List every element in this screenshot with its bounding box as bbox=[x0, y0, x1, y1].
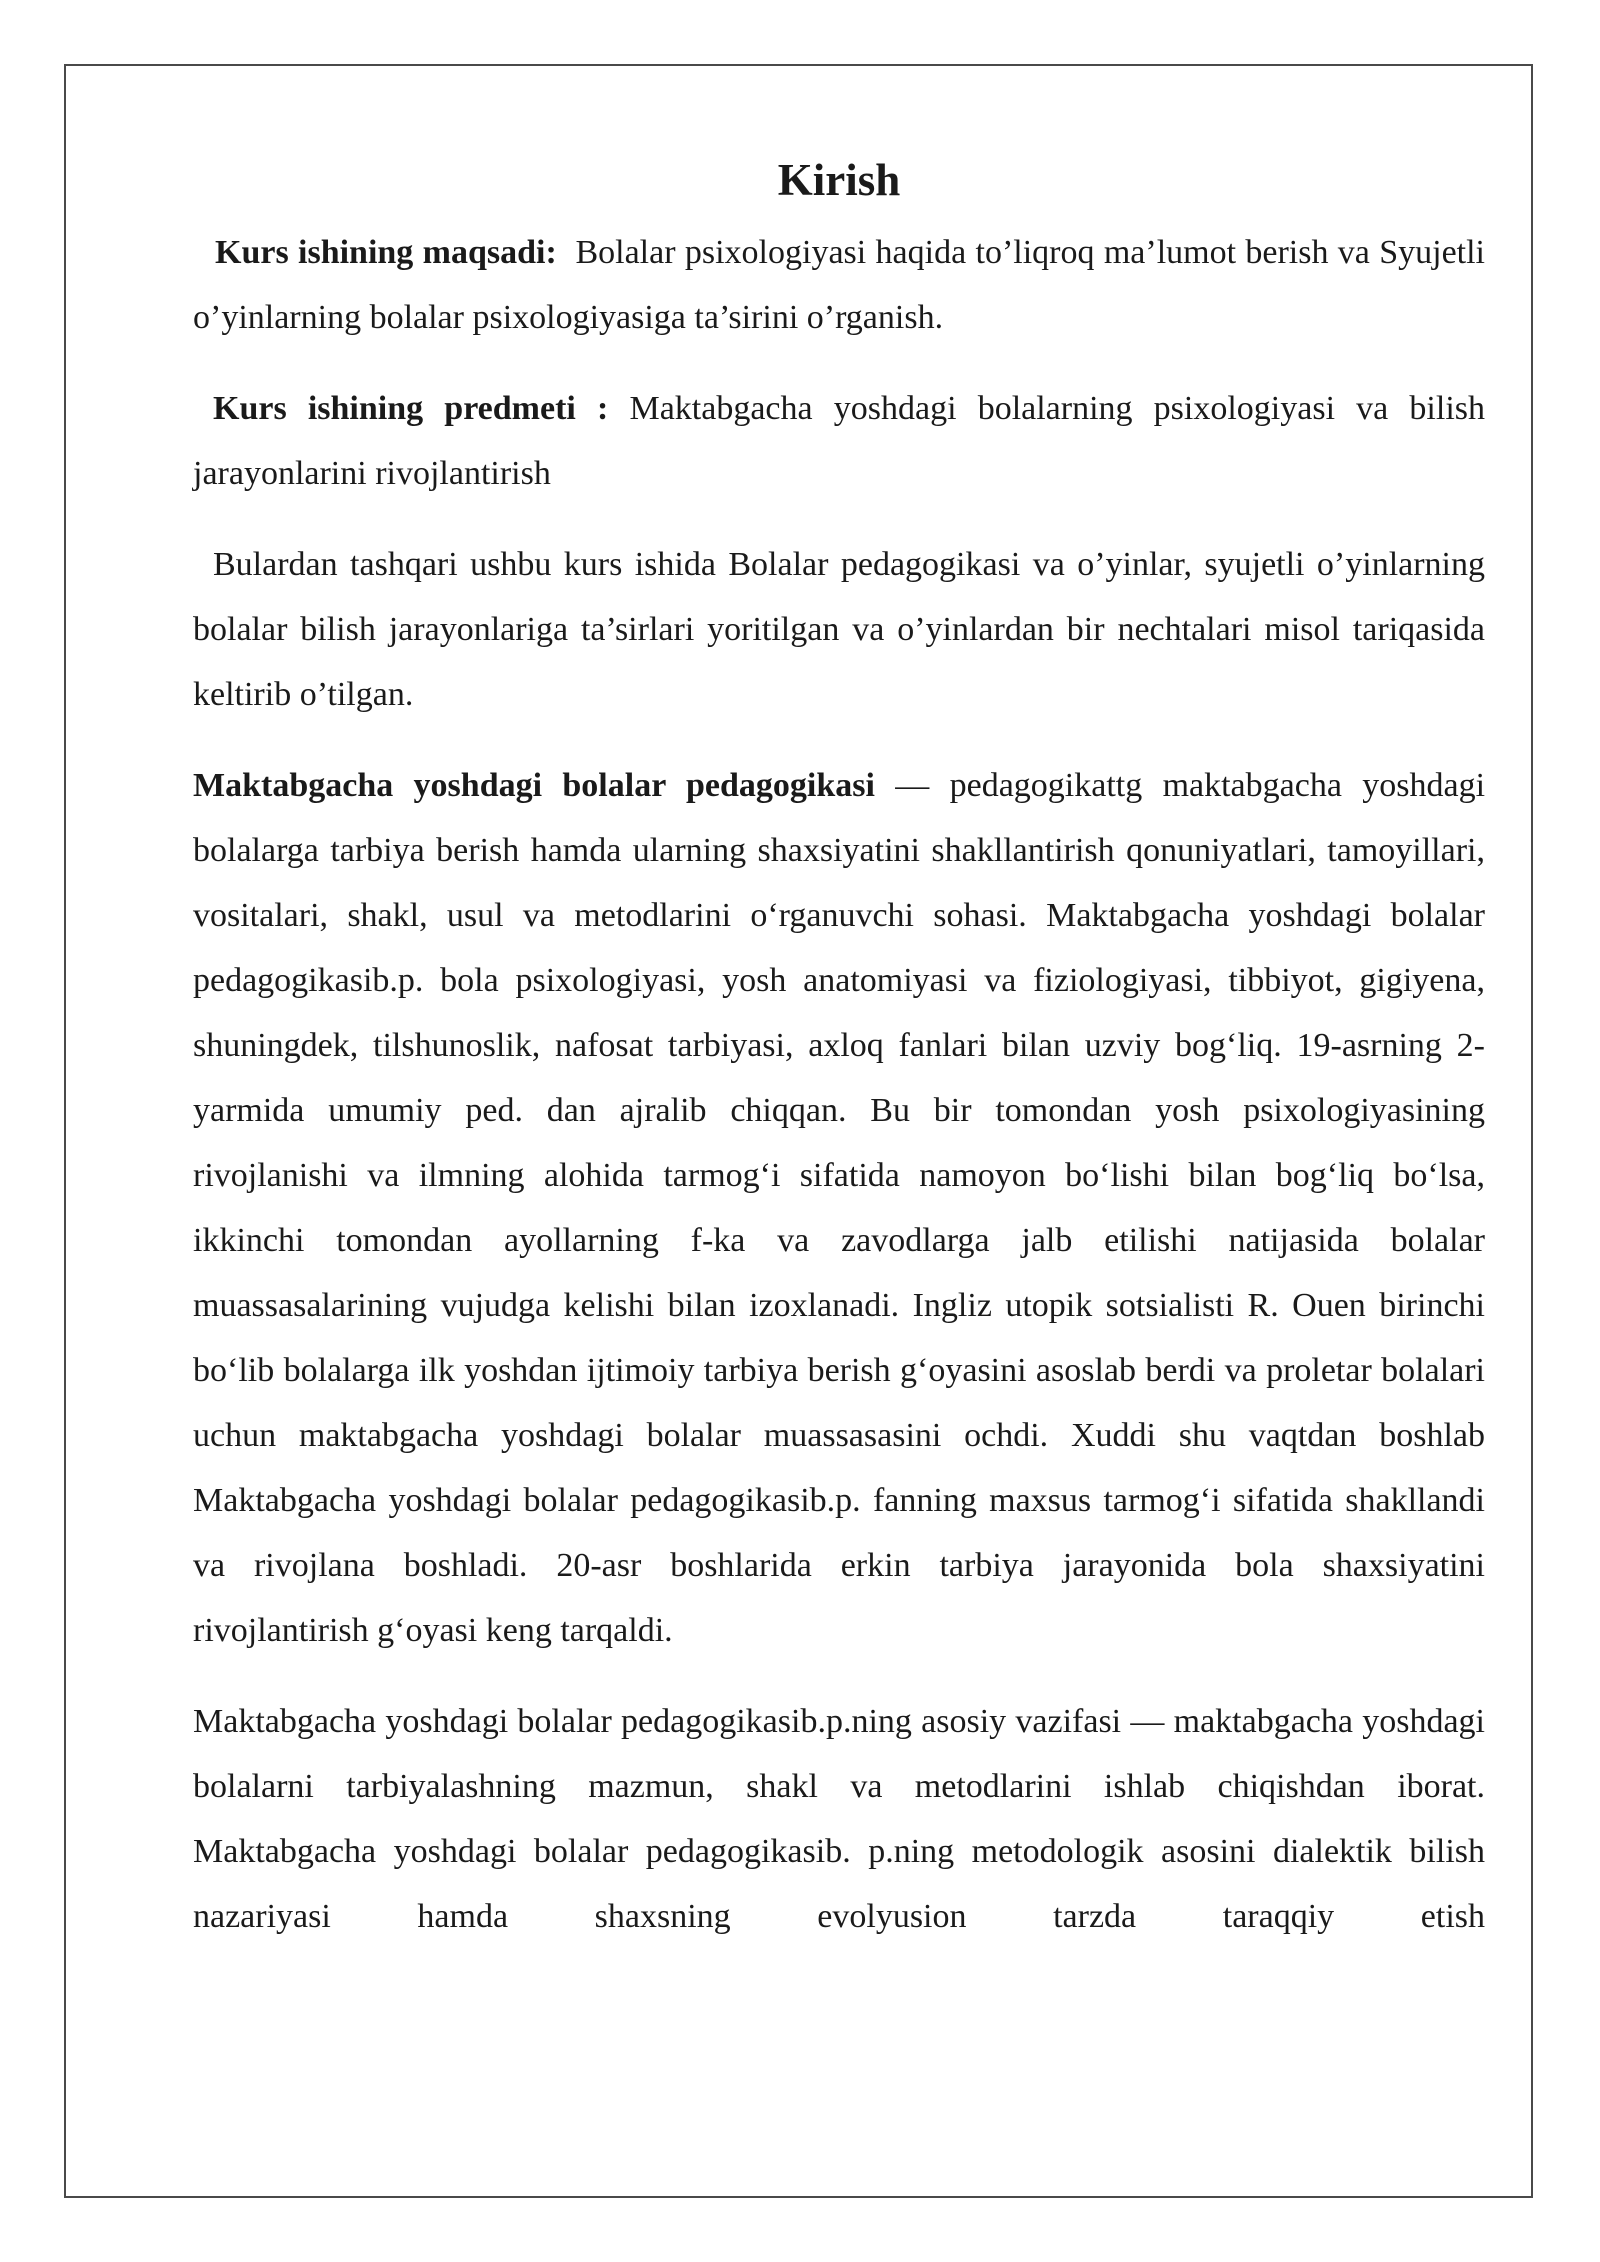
document-title: Kirish bbox=[777, 155, 901, 205]
goal-text: Bolalar psixologiyasi haqida to’liqroq ma’lumot berish va Syujetli o’yinlarning bolalar psixologiyasiga ta’sirini o’rganish. bbox=[193, 234, 1485, 336]
paragraph-overview bbox=[193, 532, 1485, 727]
paragraph-preschool-pedagogy bbox=[193, 753, 1485, 1663]
paragraph-goal bbox=[193, 220, 1485, 350]
preschool-pedagogy-text: — pedagogikattg maktabgacha yoshdagi bolalarga tarbiya berish hamda ularning shaxsiyatini shakllantirish qonuniyatlari, tamoyillari, vositalari, shakl, usul va metodlarini oʻrganuvchi sohasi. Maktabgacha yoshdagi bolalar pedagogikasib.p. bola psixologiyasi, yosh anatomiyasi va fiziologiyasi, tibbiyot, gigiyena, shuningdek, tilshunoslik, nafosat tarbiyasi, axloq fanlari bilan uzviy bogʻliq. 19-asrning 2-yarmida umumiy ped. dan ajralib chiqqan. Bu bir tomondan yosh psixologiyasining rivojlanishi va ilmning alohida tarmogʻi sifatida namoyon boʻlishi bilan bogʻliq boʻlsa, ikkinchi tomondan ayollarning f-ka va zavodlarga jalb etilishi natijasida bolalar muassasalarining vujudga kelishi bilan izoxlanadi. Ingliz utopik sotsialisti R. Ouen birinchi boʻlib bolalarga ilk yoshdan ijtimoiy tarbiya berish gʻoyasini asoslab berdi va proletar bolalari uchun maktabgacha yoshdagi bolalar muassasasini ochdi. Xuddi shu vaqtdan boshlab Maktabgacha yoshdagi bolalar pedagogikasib.p. fanning maxsus tarmogʻi sifatida shakllandi va rivojlana boshladi. 20-asr boshlarida erkin tarbiya jarayonida bola shaxsiyatini rivojlantirish gʻoyasi keng tarqaldi. bbox=[193, 767, 1486, 1649]
subject-label: Kurs ishining predmeti : bbox=[213, 390, 609, 427]
paragraph-main-task bbox=[193, 1689, 1485, 1949]
paragraph-subject bbox=[193, 376, 1485, 506]
main-task-text: Maktabgacha yoshdagi bolalar pedagogikasib.p.ning asosiy vazifasi — maktabgacha yoshdagi bolalarni tarbiyalashning mazmun, shakl va metodlarini ishlab chiqishdan iborat. Maktabgacha yoshdagi bolalar pedagogikasib. p.ning metodologik asosini dialektik bilish nazariyasi hamda shaxsning evolyusion tarzda taraqqiy etish bbox=[193, 1703, 1485, 1935]
document-body bbox=[193, 150, 1485, 1949]
subject-text: Maktabgacha yoshdagi bolalarning psixologiyasi va bilish jarayonlarini rivojlantirish bbox=[193, 390, 1485, 492]
preschool-pedagogy-term: Maktabgacha yoshdagi bolalar pedagogikasi bbox=[193, 767, 875, 804]
goal-label: Kurs ishining maqsadi: bbox=[215, 234, 557, 271]
overview-text: Bulardan tashqari ushbu kurs ishida Bolalar pedagogikasi va o’yinlar, syujetli o’yinlarning bolalar bilish jarayonlariga ta’sirlari yoritilgan va o’yinlardan bir nechtalari misol tariqasida keltirib o’tilgan. bbox=[193, 546, 1485, 713]
